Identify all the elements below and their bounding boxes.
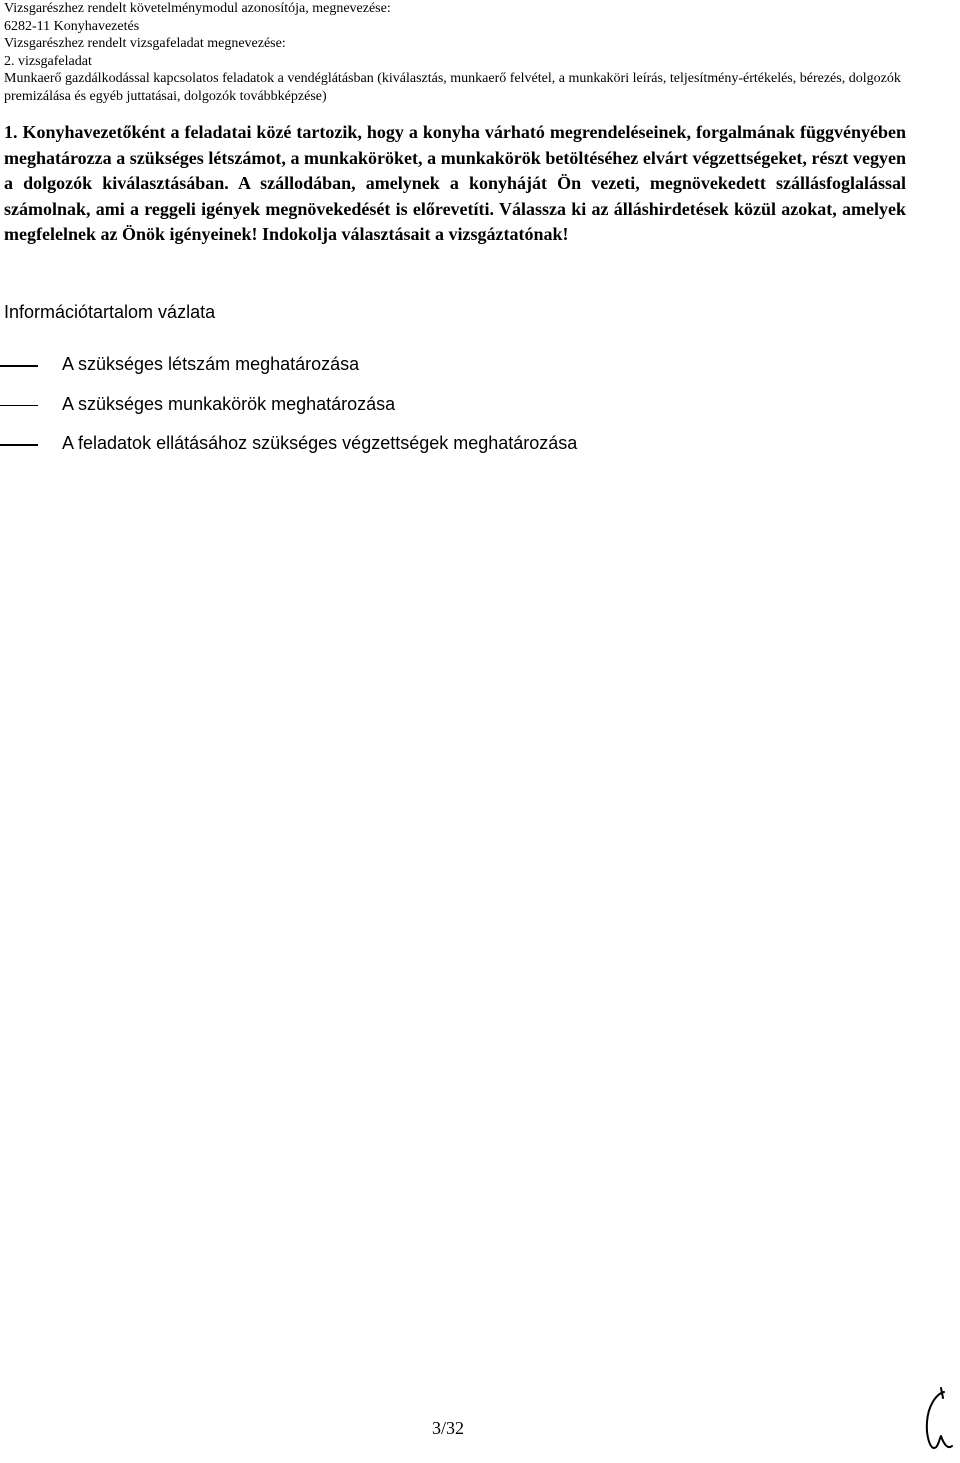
dash-bullet-icon [0, 405, 38, 407]
dash-bullet-icon [0, 365, 38, 367]
document-header [4, 0, 954, 105]
task-label: Vizsgarészhez rendelt vizsgafeladat megnevezése: [4, 36, 286, 51]
page-number: 3/32 [432, 1418, 465, 1438]
task-description: 1. Konyhavezetőként a feladatai közé tartozik, hogy a konyha várható megrendeléseinek, forgalmának függvényében meghatározza a szükséges létszámot, a munkaköröket, a munkakörök betöltéséhez elvárt végzettségeket, részt vegyen a dolgozók kiválasztásában. A szállodában, amelynek a konyháját Ön vezeti, megnövekedett szállásfoglalással számolnak, ami a reggeli igények megnövekedését is előrevetíti. Válassza ki az álláshirdetések közül azokat, amelyek megfelelnek az Önök igényeinek! Indokolja választásait a vizsgáztatónak! [4, 122, 906, 244]
task-value: 2. vizsgafeladat [4, 53, 92, 69]
dash-bullet-icon [0, 444, 38, 446]
outline-title: Információtartalom vázlata [4, 302, 216, 322]
outline-item-text: A feladatok ellátásához szükséges végzettségek meghatározása [62, 433, 578, 453]
handwritten-signature-icon [920, 1384, 960, 1454]
outline-item-text: A szükséges munkakörök meghatározása [62, 393, 396, 414]
outline-item-text: A szükséges létszám meghatározása [62, 354, 360, 374]
module-label: Vizsgarészhez rendelt követelménymodul azonosítója, megnevezése: [4, 1, 391, 16]
task-topic: Munkaerő gazdálkodással kapcsolatos feladatok a vendéglátásban (kiválasztás, munkaerő felvétel, a munkaköri leírás, teljesítmény-értékelés, bérezés, dolgozók premizálása és egyéb juttatásai, dolgozók továbbképzése) [4, 71, 901, 104]
module-value: 6282-11 Konyhavezetés [4, 18, 140, 34]
